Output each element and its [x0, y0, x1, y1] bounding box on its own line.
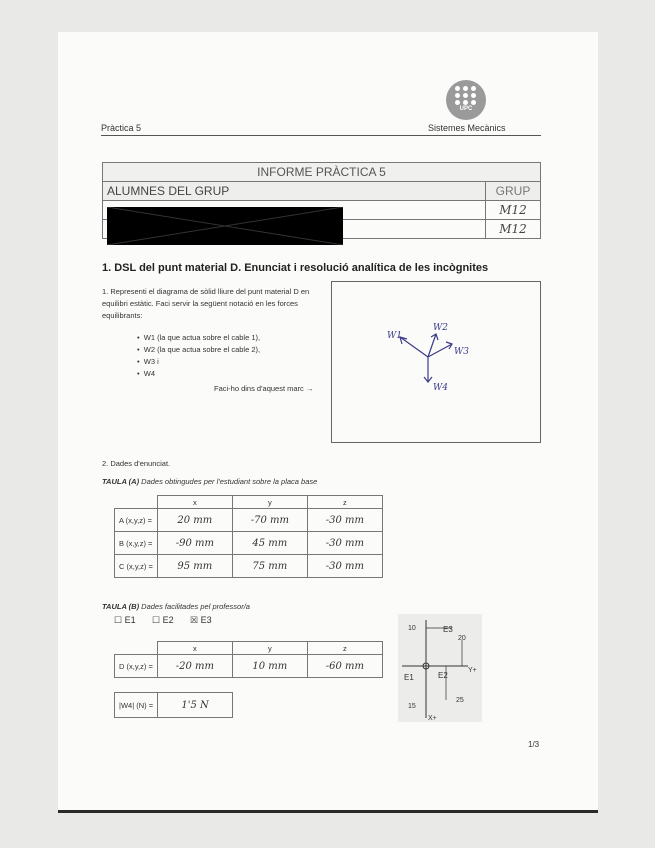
- bullet-w1: • W1 (la que actua sobre el cable 1),: [137, 333, 261, 342]
- group-value: M12: [486, 220, 541, 239]
- w4-table: |W4| (N) = 1'5 N: [114, 692, 233, 718]
- w4-label: W4: [433, 383, 448, 393]
- table-row: C (x,y,z) = 95 mm 75 mm -30 mm: [115, 555, 383, 578]
- w1-label: W1: [387, 331, 402, 341]
- table-b: x y z D (x,y,z) = -20 mm 10 mm -60 mm: [114, 641, 383, 678]
- frame-instruction: Faci-ho dins d'aquest marc →: [214, 384, 314, 393]
- free-body-frame: [331, 281, 541, 443]
- svg-text:E2: E2: [438, 671, 448, 680]
- redacted-names: [107, 207, 343, 245]
- option-e2[interactable]: ☐ E2: [152, 615, 174, 625]
- svg-text:15: 15: [408, 703, 416, 710]
- page-edge: [58, 810, 598, 813]
- header-course: Pràctica 5: [101, 123, 142, 133]
- w3-label: W3: [454, 347, 469, 357]
- svg-text:Y+: Y+: [468, 667, 477, 674]
- table-a-caption: TAULA (A) Dades obtingudes per l'estudiant sobre la placa base: [102, 477, 318, 486]
- page-number: 1/3: [528, 740, 540, 749]
- group-value: M12: [486, 201, 541, 220]
- svg-text:20: 20: [458, 635, 466, 642]
- bullet-w2: • W2 (la que actua sobre el cable 2),: [137, 345, 261, 354]
- table-row: D (x,y,z) = -20 mm 10 mm -60 mm: [115, 655, 383, 678]
- option-e3-checked[interactable]: ☒ E3: [190, 615, 212, 625]
- option-e1[interactable]: ☐ E1: [114, 615, 136, 625]
- svg-text:E3: E3: [443, 625, 453, 634]
- table-row: B (x,y,z) = -90 mm 45 mm -30 mm: [115, 532, 383, 555]
- question-1-text: 1. Representi el diagrama de sòlid lliure del punt material D en equilibri estàtic. Faci servir la següent notació en les forces equilibrants:: [102, 287, 310, 320]
- svg-text:10: 10: [408, 625, 416, 632]
- upc-logo: UPC: [446, 80, 486, 120]
- table-b-caption: TAULA (B) Dades facilitades pel professor/a: [102, 602, 250, 611]
- students-header: ALUMNES DEL GRUP: [103, 182, 486, 201]
- section-heading: 1. DSL del punt material D. Enunciat i resolució analítica de les incògnites: [102, 262, 489, 274]
- svg-text:E1: E1: [404, 673, 414, 682]
- table-a: x y z A (x,y,z) = 20 mm -70 mm -30 mm B (x,y,z) = -90 mm 45 mm -30 mm C (x,y,z) = 95 mm 75 mm -30 mm: [114, 495, 383, 578]
- bullet-w4: • W4: [137, 369, 156, 378]
- free-body-sketch: [332, 282, 540, 442]
- svg-text:25: 25: [456, 697, 464, 704]
- header-subject: Sistemes Mecànics: [428, 123, 506, 133]
- header-divider: [101, 135, 541, 136]
- placement-diagram: [398, 614, 482, 727]
- group-header: GRUP: [486, 182, 541, 201]
- report-title: INFORME PRÀCTICA 5: [103, 163, 541, 182]
- table-row: A (x,y,z) = 20 mm -70 mm -30 mm: [115, 509, 383, 532]
- bullet-w3: • W3 i: [137, 357, 159, 366]
- question-2-text: 2. Dades d'enunciat.: [102, 459, 171, 468]
- svg-text:X+: X+: [428, 715, 437, 722]
- w2-label: W2: [433, 323, 448, 333]
